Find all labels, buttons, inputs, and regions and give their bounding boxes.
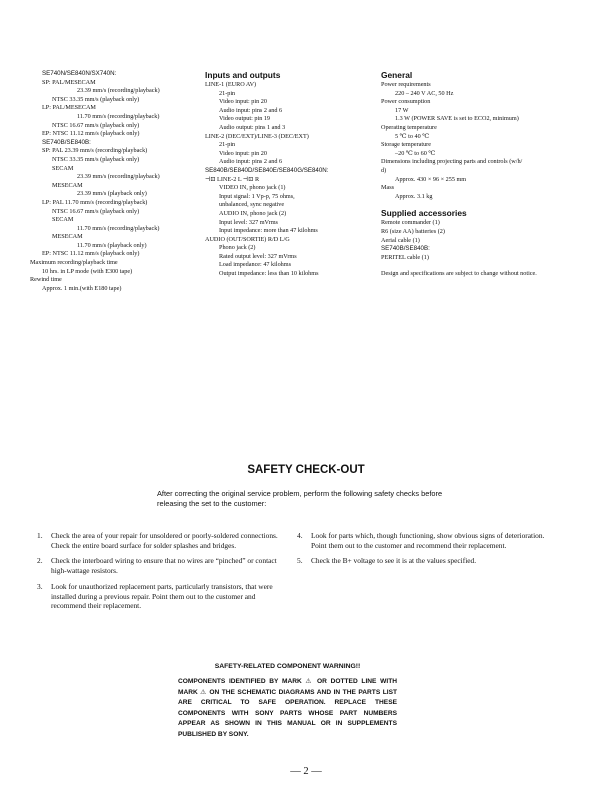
spec-line: 1.3 W (POWER SAVE is set to ECO2, minimum) xyxy=(395,115,519,123)
warning-body: COMPONENTS IDENTIFIED BY MARK ⚠ OR DOTTED LINE WITH MARK ⚠ ON THE SCHEMATIC DIAGRAMS AND IN THE PARTS LIST ARE CRITICAL TO SAFE OPERATION. REPLACE THESE COMPONENTS WITH SONY PARTS WHOSE PART NUMBERS APPEAR AS SHOWN IN THIS MANUAL OR IN SUPPLEMENTS PUBLISHED BY SONY. xyxy=(178,678,397,738)
spec-line: Power requirements xyxy=(381,81,431,88)
inputs-outputs-lines xyxy=(205,81,370,279)
spec-line: Aerial cable (1) xyxy=(381,236,420,244)
spec-line: Input signal: 1 Vp-p, 75 ohms, xyxy=(219,192,295,200)
spec-line: EP: NTSC 11.12 mm/s (playback only) xyxy=(42,130,140,138)
safety-checkout-title: SAFETY CHECK-OUT xyxy=(247,464,365,476)
safety-checkout-intro: After correcting the original service problem, perform the following safety checks before releasing the set to the customer: xyxy=(157,489,443,508)
spec-line: Approx. 3.1 kg xyxy=(395,192,433,200)
tape-speed-column xyxy=(30,70,195,293)
spec-line: SECAM xyxy=(52,216,74,224)
item-number: 2. xyxy=(37,556,43,566)
spec-notice: Design and specifications are subject to change without notice. xyxy=(381,270,537,278)
spec-line: EP: NTSC 11.12 mm/s (playback only) xyxy=(42,250,140,258)
spec-line: Dimensions including projecting parts and controls (w/h/ xyxy=(381,158,523,166)
spec-line: SE740B/SE840B: xyxy=(381,245,430,253)
spec-line: d) xyxy=(381,166,387,174)
spec-line: Audio input: pins 2 and 6 xyxy=(219,106,283,114)
safety-check-item xyxy=(297,556,552,566)
spec-line: SP: PAL/MESECAM xyxy=(42,78,96,86)
spec-line: 11.70 mm/s (recording/playback) xyxy=(77,112,160,120)
safety-check-item xyxy=(37,531,282,550)
spec-line: Load impedance: 47 kilohms xyxy=(219,261,291,269)
page-number: — 2 — xyxy=(290,766,322,777)
spec-line: LINE-1 (EURO AV) xyxy=(205,81,257,88)
safety-check-item xyxy=(297,531,552,550)
spec-line: 10 hrs. in LP mode (with E300 tape) xyxy=(42,267,133,275)
spec-line: Output impedance: less than 10 kilohms xyxy=(219,270,319,278)
spec-line: AUDIO (OUT/SORTIE) R/D L/G xyxy=(205,235,290,243)
spec-line: Phono jack (2) xyxy=(219,244,256,252)
spec-line: MESECAM xyxy=(52,181,83,189)
spec-line: Approx. 430 × 96 × 255 mm xyxy=(395,175,467,183)
spec-line: SP: PAL 23.39 mm/s (recording/playback) xyxy=(42,147,148,155)
spec-line: SECAM xyxy=(52,164,74,172)
item-number: 5. xyxy=(297,556,303,566)
spec-line: –20 ℃ to 60 ℃ xyxy=(395,149,436,157)
inputs-outputs-column xyxy=(205,70,370,279)
safety-check-item xyxy=(37,582,282,611)
spec-line: NTSC 33.35 mm/s (playback only) xyxy=(52,95,140,103)
spec-line: NTSC 33.35 mm/s (playback only) xyxy=(52,155,140,163)
spec-line: AUDIO IN, phono jack (2) xyxy=(219,209,287,217)
spec-line: LP: PAL/MESECAM xyxy=(42,104,96,112)
item-number: 1. xyxy=(37,531,43,540)
spec-line: MESECAM xyxy=(52,233,83,241)
item-number: 3. xyxy=(37,581,43,591)
spec-line: Rated output level: 327 mVrms xyxy=(219,252,297,260)
inputs-outputs-heading: Inputs and outputs xyxy=(205,70,281,80)
spec-line: SE740N/SE840N/SX740N: xyxy=(42,70,117,77)
spec-line: Maximum recording/playback time xyxy=(30,259,118,267)
accessories-heading: Supplied accessories xyxy=(381,208,467,219)
general-column xyxy=(381,70,591,279)
spec-line: 23.39 mm/s (playback only) xyxy=(77,190,147,198)
spec-line: Rewind time xyxy=(30,276,62,284)
spec-line: Video input: pin 20 xyxy=(219,149,267,157)
spec-line: Remote commander (1) xyxy=(381,219,440,227)
spec-line: Video output: pin 19 xyxy=(219,115,271,123)
item-text: Check the B+ voltage to see it is at the values specified. xyxy=(311,556,477,566)
spec-line: 5 ℃ to 40 ℃ xyxy=(395,132,430,140)
spec-line: 11.70 mm/s (playback only) xyxy=(77,241,147,249)
spec-line: 23.39 mm/s (recording/playback) xyxy=(77,87,160,95)
spec-line: 11.70 mm/s (recording/playback) xyxy=(77,224,160,232)
spec-line: PERITEL cable (1) xyxy=(381,253,429,261)
spec-line: VIDEO IN, phono jack (1) xyxy=(219,184,286,192)
spec-line: Input impedance: more than 47 kilohms xyxy=(219,227,318,235)
spec-line: 23.39 mm/s (recording/playback) xyxy=(77,173,160,181)
spec-line: Operating temperature xyxy=(381,123,437,131)
spec-line: 21-pin xyxy=(219,141,236,149)
spec-line: LINE-2 (DEC/EXT)/LINE-3 (DEC/EXT) xyxy=(205,132,309,140)
item-text: Look for parts which, though functioning, show obvious signs of deterioration. Point them out to the customer and recommend their replacement. xyxy=(311,531,545,550)
spec-line: 17 W xyxy=(395,106,409,114)
safety-list-right xyxy=(297,531,552,572)
spec-line: Audio input: pins 2 and 6 xyxy=(219,158,283,166)
spec-line: NTSC 16.67 mm/s (playback only) xyxy=(52,121,140,129)
general-lines xyxy=(381,81,591,201)
spec-line: 21-pin xyxy=(219,89,236,97)
general-heading: General xyxy=(381,70,413,80)
spec-line: Power consumption xyxy=(381,98,431,106)
safety-list-left xyxy=(37,531,282,617)
spec-line: SE740B/SE840B: xyxy=(42,138,91,146)
item-text: Look for unauthorized replacement parts, particularly transistors, that were installed during a previous repair. Point them out to the customer and recommend their replacement. xyxy=(51,581,273,611)
spec-line: unbalanced, sync negative xyxy=(219,201,285,209)
spec-line: NTSC 16.67 mm/s (playback only) xyxy=(52,207,140,215)
spec-line: ⊣⊡ LINE-2 L ⊣⊡ R xyxy=(205,175,260,183)
spec-line: Approx. 1 min.(with E180 tape) xyxy=(42,284,122,292)
spec-line: Input level: 327 mVrms xyxy=(219,218,278,226)
item-text: Check the interboard wiring to ensure that no wires are “pinched” or contact high-wattage resistors. xyxy=(51,556,277,576)
spec-line: Mass xyxy=(381,184,395,192)
accessories-list xyxy=(381,219,591,262)
spec-line: Audio output: pins 1 and 3 xyxy=(219,123,286,131)
safety-check-item xyxy=(37,556,282,575)
warning-title: SAFETY-RELATED COMPONENT WARNING!! xyxy=(214,663,361,670)
spec-line: Video input: pin 20 xyxy=(219,98,267,106)
safety-warning-box xyxy=(178,663,397,741)
spec-line: 220 – 240 V AC, 50 Hz xyxy=(395,89,454,97)
spec-line: SE840B/SE840D/SE840E/SE840G/SE840N: xyxy=(205,166,329,174)
item-text: Check the area of your repair for unsoldered or poorly-soldered connections. Check the entire board surface for solder splashes and bridges. xyxy=(51,531,278,550)
spec-line: LP: PAL 11.70 mm/s (recording/playback) xyxy=(42,198,148,206)
item-number: 4. xyxy=(297,531,303,540)
spec-line: R6 (size AA) batteries (2) xyxy=(381,227,445,235)
spec-line: Storage temperature xyxy=(381,141,431,149)
